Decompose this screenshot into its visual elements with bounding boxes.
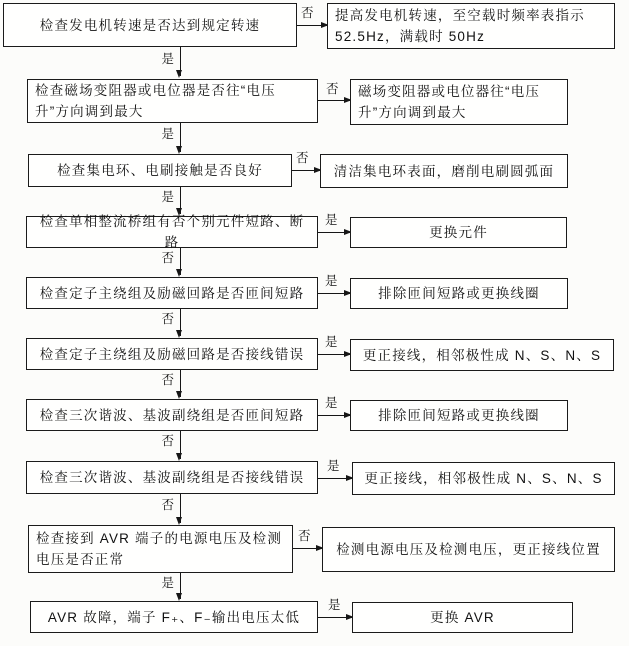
down-label: 是: [161, 190, 174, 204]
branch-label: 否: [296, 151, 309, 165]
flow-arrow-down: [180, 309, 181, 336]
branch-label: 是: [325, 396, 338, 410]
branch-label: 否: [326, 82, 339, 96]
branch-arrow-right: [318, 100, 350, 101]
down-label: 否: [161, 373, 174, 387]
check-box-avr-voltage: 检查接到 AVR 端子的电源电压及检测电压是否正常: [28, 525, 293, 573]
down-label: 否: [161, 498, 174, 512]
down-label: 是: [161, 52, 174, 66]
branch-label: 是: [327, 459, 340, 473]
action-box-correct-wiring-2: 更正接线，相邻极性成 N、S、N、S: [352, 462, 615, 495]
action-box-check-voltage-wiring: 检测电源电压及检测电压，更正接线位置: [322, 527, 615, 572]
check-box-generator-speed: 检查发电机转速是否达到规定转速: [3, 3, 297, 47]
down-label: 否: [161, 251, 174, 265]
flow-arrow-down: [180, 248, 181, 275]
arrowhead-down-icon: [176, 517, 182, 525]
branch-arrow-right: [318, 617, 352, 618]
action-box-replace-avr: 更换 AVR: [352, 602, 573, 633]
branch-arrow-right: [318, 293, 350, 294]
check-box-harmonic-turn-short: 检查三次谐波、基波副绕组是否匝间短路: [26, 399, 318, 431]
action-box-correct-wiring: 更正接线，相邻极性成 N、S、N、S: [350, 339, 614, 371]
arrowhead-down-icon: [176, 453, 182, 461]
flow-arrow-down: [180, 370, 181, 397]
action-box-adjust-rheostat: 磁场变阻器或电位器往“电压升”方向调到最大: [350, 79, 568, 125]
down-label: 否: [161, 312, 174, 326]
branch-label: 是: [325, 335, 338, 349]
arrowhead-down-icon: [176, 70, 182, 78]
check-box-stator-turn-short: 检查定子主绕组及励磁回路是否匝间短路: [26, 277, 318, 309]
flow-arrow-down: [180, 47, 181, 76]
down-label: 是: [161, 127, 174, 141]
branch-label: 否: [298, 529, 311, 543]
action-box-fix-turn-short-2: 排除匝间短路或更换线圈: [350, 400, 568, 431]
action-box-replace-element: 更换元件: [350, 217, 567, 248]
down-label: 是: [161, 576, 174, 590]
check-box-stator-wiring-error: 检查定子主绕组及励磁回路是否接线错误: [26, 338, 318, 370]
flow-arrow-down: [180, 494, 181, 523]
branch-label: 是: [325, 274, 338, 288]
branch-label: 是: [325, 213, 338, 227]
action-box-fix-turn-short: 排除匝间短路或更换线圈: [350, 278, 568, 309]
branch-arrow-right: [293, 548, 322, 549]
conclusion-box-avr-fault: AVR 故障，端子 F₊、F₋输出电压太低: [30, 601, 318, 633]
branch-arrow-right: [318, 354, 350, 355]
arrowhead-down-icon: [176, 269, 182, 277]
flow-arrow-down: [180, 187, 181, 214]
flow-arrow-down: [180, 431, 181, 459]
action-box-clean-slip-ring: 清洁集电环表面，磨削电刷圆弧面: [320, 154, 568, 188]
branch-arrow-right: [318, 478, 352, 479]
branch-arrow-right: [292, 170, 320, 171]
check-box-slip-ring-brush: 检查集电环、电刷接触是否良好: [28, 154, 292, 187]
check-box-rectifier-bridge: 检查单相整流桥组有否个别元件短路、断路: [26, 216, 318, 248]
action-box-raise-speed: 提高发电机转速，至空载时频率表指示 52.5Hz，满载时 50Hz: [327, 3, 615, 49]
arrowhead-down-icon: [176, 330, 182, 338]
check-box-harmonic-wiring-error: 检查三次谐波、基波副绕组是否接线错误: [26, 461, 318, 494]
arrowhead-down-icon: [176, 593, 182, 601]
down-label: 否: [161, 434, 174, 448]
branch-label: 否: [301, 6, 314, 20]
check-box-field-rheostat: 检查磁场变阻器或电位器是否往“电压升”方向调到最大: [27, 79, 318, 123]
branch-arrow-right: [318, 415, 350, 416]
branch-arrow-right: [318, 232, 350, 233]
flow-arrow-down: [180, 123, 181, 152]
branch-arrow-right: [297, 25, 327, 26]
arrowhead-down-icon: [176, 146, 182, 154]
branch-label: 是: [328, 598, 341, 612]
arrowhead-down-icon: [176, 391, 182, 399]
flow-arrow-down: [180, 573, 181, 599]
